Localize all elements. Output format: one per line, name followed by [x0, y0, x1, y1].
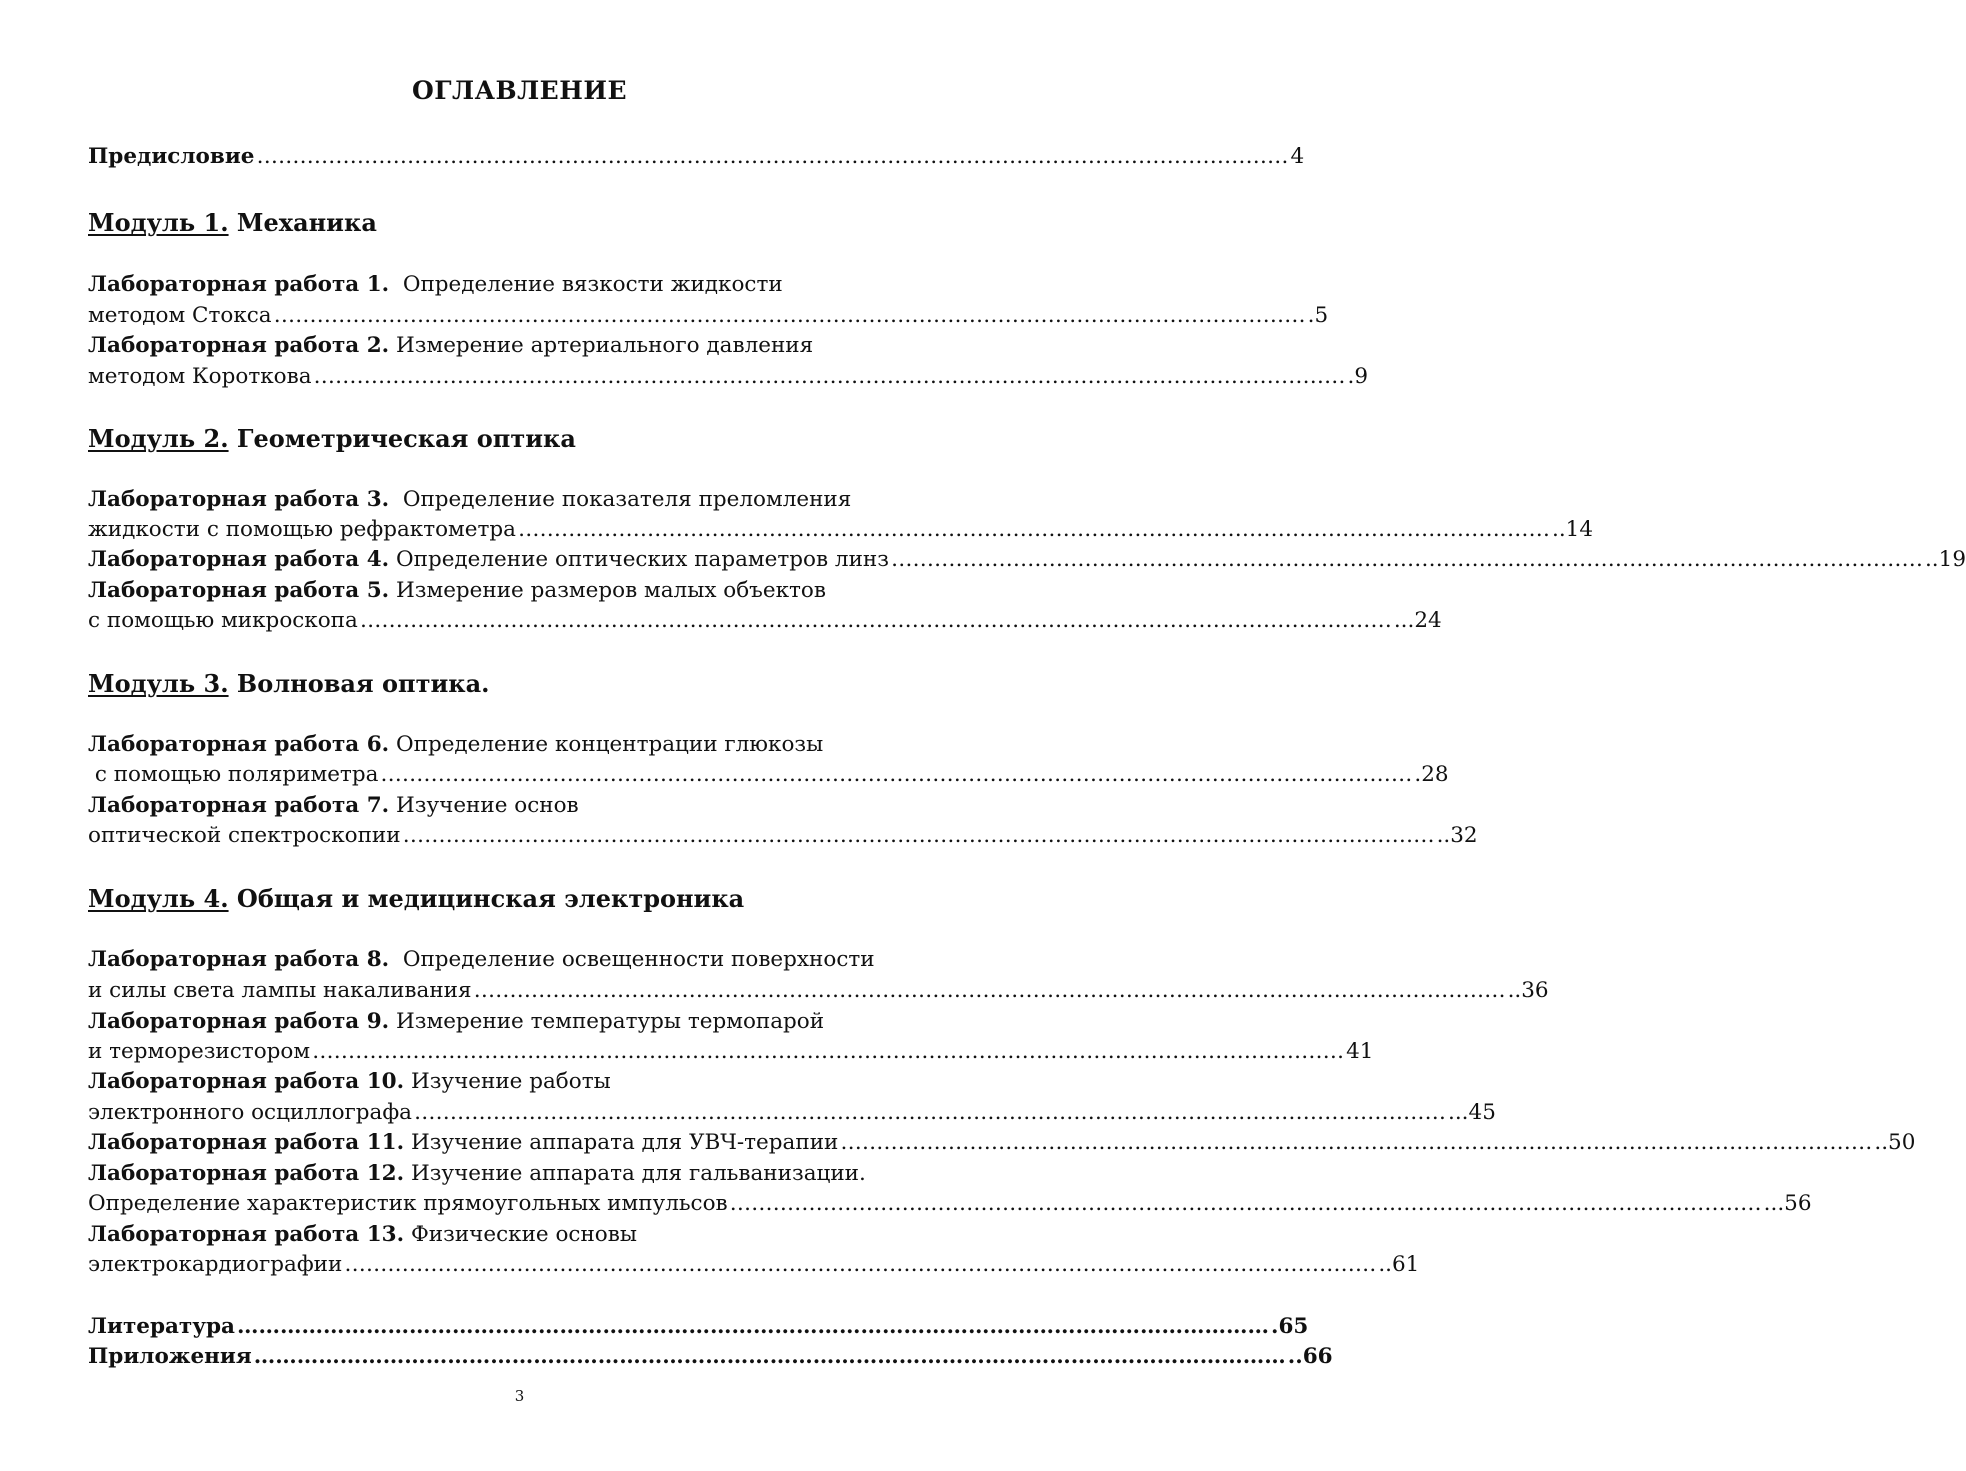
module-name: Волновая оптика.: [228, 669, 490, 698]
entry-title-cont: с помощью поляриметра: [88, 762, 379, 787]
entry-title: Изучение работы: [404, 1069, 611, 1094]
entry-label: Лабораторная работа 13.: [88, 1222, 405, 1247]
entry-title: Изучение аппарата для гальванизации.: [404, 1161, 866, 1186]
module-prefix: Модуль 2.: [88, 424, 229, 453]
leader-dots: ………………………………………………………………………………………………………………………………: [344, 1252, 1377, 1277]
entry-label: Лабораторная работа 5.: [88, 578, 390, 603]
lab-entry-10-cont[interactable]: [88, 1098, 1496, 1128]
entry-title: Измерение температуры термопарой: [389, 1009, 825, 1034]
entry-label: Лабораторная работа 2.: [88, 333, 390, 358]
entry-title-cont: и терморезистором: [88, 1039, 311, 1064]
entry-page: ..66: [1287, 1344, 1333, 1369]
module-prefix: Модуль 3.: [88, 669, 229, 698]
module-heading-1: [88, 206, 377, 240]
entry-label: Лабораторная работа 6.: [88, 732, 390, 757]
leader-dots: ………………………………………………………………………………………………………………………………: [253, 1344, 1286, 1369]
lab-entry-5[interactable]: [88, 576, 826, 606]
entry-page: ..19: [1924, 547, 1966, 572]
entry-title: Определение вязкости жидкости: [389, 272, 783, 297]
lab-entry-4[interactable]: [88, 545, 1966, 575]
entry-title-cont: и силы света лампы накаливания: [88, 978, 472, 1003]
entry-label: Лабораторная работа 10.: [88, 1069, 405, 1094]
entry-label: Лабораторная работа 4.: [88, 547, 390, 572]
leader-dots: ………………………………………………………………………………………………………………………………: [312, 1039, 1345, 1064]
lab-entry-2-cont[interactable]: [88, 362, 1369, 392]
lab-entry-3[interactable]: [88, 485, 851, 515]
lab-entry-10[interactable]: [88, 1067, 611, 1097]
entry-page: 41: [1346, 1039, 1374, 1064]
entry-page: .9: [1347, 364, 1369, 389]
lab-entry-5-cont[interactable]: [88, 606, 1442, 636]
page-number: 3: [514, 1387, 525, 1405]
leader-dots: ………………………………………………………………………………………………………………………………: [517, 517, 1550, 542]
entry-page: ...56: [1763, 1191, 1812, 1216]
entry-label: Лабораторная работа 12.: [88, 1161, 405, 1186]
entry-page: ...45: [1448, 1100, 1496, 1125]
module-heading-3: [88, 667, 490, 701]
entry-page: ..61: [1378, 1252, 1420, 1277]
entry-page: 4: [1290, 144, 1305, 169]
module-name: Геометрическая оптика: [228, 424, 576, 453]
entry-title: Физические основы: [404, 1222, 637, 1247]
lab-entry-9-cont[interactable]: [88, 1037, 1374, 1067]
page-title: ОГЛАВЛЕНИЕ: [411, 76, 628, 105]
entry-title-cont: с помощью микроскопа: [88, 608, 358, 633]
lab-entry-9[interactable]: [88, 1007, 824, 1037]
entry-label: Лабораторная работа 7.: [88, 793, 390, 818]
leader-dots: ………………………………………………………………………………………………………………………………: [273, 303, 1306, 328]
leader-dots: ………………………………………………………………………………………………………………………………: [380, 762, 1413, 787]
entry-label: Лабораторная работа 9.: [88, 1009, 390, 1034]
entry-label: Лабораторная работа 8.: [88, 947, 390, 972]
leader-dots: ………………………………………………………………………………………………………………………………: [414, 1100, 1447, 1125]
entry-page: ..50: [1874, 1130, 1916, 1155]
entry-label: Приложения: [88, 1344, 252, 1369]
entry-title-cont: методом Короткова: [88, 364, 312, 389]
entry-title-cont: электрокардиографии: [88, 1252, 343, 1277]
leader-dots: ………………………………………………………………………………………………………………………………: [402, 823, 1435, 848]
entry-title-cont: жидкости с помощью рефрактометра: [88, 517, 516, 542]
lab-entry-12-cont[interactable]: [88, 1189, 1812, 1219]
module-name: Механика: [228, 208, 377, 237]
lab-entry-1-cont[interactable]: [88, 301, 1329, 331]
toc-entry-preface[interactable]: [88, 142, 1305, 172]
leader-dots: ………………………………………………………………………………………………………………………………: [473, 978, 1506, 1003]
entry-page: ..32: [1436, 823, 1478, 848]
lab-entry-8[interactable]: [88, 945, 875, 975]
entry-page: ...24: [1393, 608, 1442, 633]
entry-label: Литература: [88, 1314, 235, 1339]
leader-dots: ………………………………………………………………………………………………………………………………: [313, 364, 1346, 389]
lab-entry-8-cont[interactable]: [88, 976, 1549, 1006]
entry-title: Изучение аппарата для УВЧ-терапии: [404, 1130, 839, 1155]
lab-entry-3-cont[interactable]: [88, 515, 1594, 545]
entry-title-cont: оптической спектроскопии: [88, 823, 401, 848]
lab-entry-7-cont[interactable]: [88, 821, 1478, 851]
entry-label: Лабораторная работа 11.: [88, 1130, 405, 1155]
leader-dots: ………………………………………………………………………………………………………………………………: [236, 1314, 1269, 1339]
leader-dots: ………………………………………………………………………………………………………………………………: [840, 1130, 1873, 1155]
entry-title: Определение показателя преломления: [389, 487, 852, 512]
toc-entry-appendix[interactable]: [88, 1342, 1333, 1372]
lab-entry-13[interactable]: [88, 1220, 637, 1250]
entry-page: .5: [1307, 303, 1329, 328]
lab-entry-7[interactable]: [88, 791, 579, 821]
leader-dots: ………………………………………………………………………………………………………………………………: [890, 547, 1923, 572]
module-prefix: Модуль 1.: [88, 208, 229, 237]
entry-title: Измерение размеров малых объектов: [389, 578, 826, 603]
entry-label: Предисловие: [88, 144, 255, 169]
module-heading-2: [88, 422, 576, 456]
entry-title-cont: Определение характеристик прямоугольных импульсов: [88, 1191, 728, 1216]
entry-title: Определение оптических параметров линз: [389, 547, 889, 572]
module-prefix: Модуль 4.: [88, 884, 229, 913]
entry-label: Лабораторная работа 1.: [88, 272, 390, 297]
entry-title: Измерение артериального давления: [389, 333, 814, 358]
entry-title: Определение освещенности поверхности: [389, 947, 875, 972]
toc-entry-literature[interactable]: [88, 1312, 1309, 1342]
lab-entry-6[interactable]: [88, 730, 823, 760]
leader-dots: ………………………………………………………………………………………………………………………………: [359, 608, 1392, 633]
entry-page: .65: [1270, 1314, 1309, 1339]
lab-entry-12[interactable]: [88, 1159, 866, 1189]
entry-title: Определение концентрации глюкозы: [389, 732, 824, 757]
entry-page: ..14: [1551, 517, 1594, 542]
leader-dots: ………………………………………………………………………………………………………………………………: [729, 1191, 1762, 1216]
entry-page: .28: [1414, 762, 1449, 787]
lab-entry-2[interactable]: [88, 331, 813, 361]
lab-entry-6-cont[interactable]: [88, 760, 1449, 790]
entry-label: Лабораторная работа 3.: [88, 487, 390, 512]
lab-entry-1[interactable]: [88, 270, 783, 300]
module-name: Общая и медицинская электроника: [228, 884, 745, 913]
entry-page: ..36: [1507, 978, 1549, 1003]
entry-title-cont: методом Стокса: [88, 303, 272, 328]
lab-entry-11[interactable]: [88, 1128, 1916, 1158]
module-heading-4: [88, 882, 744, 916]
entry-title: Изучение основ: [389, 793, 579, 818]
leader-dots: ………………………………………………………………………………………………………………………………: [256, 144, 1289, 169]
entry-title-cont: электронного осциллографа: [88, 1100, 413, 1125]
lab-entry-13-cont[interactable]: [88, 1250, 1420, 1280]
